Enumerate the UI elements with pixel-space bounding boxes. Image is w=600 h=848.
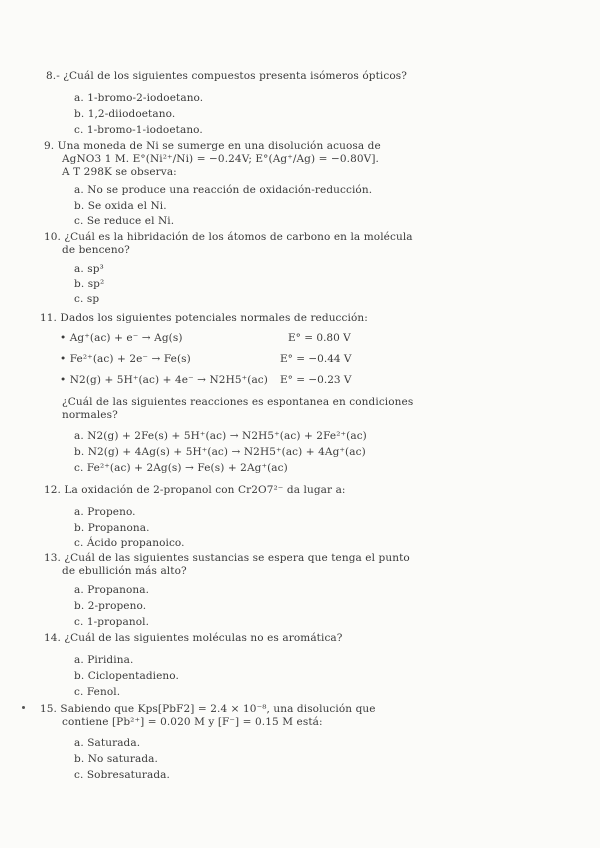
potential-1-value: E° = 0.80 V bbox=[288, 332, 351, 344]
q11-option-b: b. N2(g) + 4Ag(s) + 5H⁺(ac) → N2H5⁺(ac) + 4Ag⁺(ac) bbox=[74, 446, 366, 458]
q13-option-a: a. Propanona. bbox=[74, 584, 150, 596]
potential-3-reaction: N2(g) + 5H⁺(ac) + 4e⁻ → N2H5⁺(ac) bbox=[69, 374, 268, 386]
question-15-line-1: 15. Sabiendo que Kps[PbF2] = 2.4 × 10⁻⁸, una disolución que bbox=[40, 703, 376, 715]
q11-option-a: a. N2(g) + 2Fe(s) + 5H⁺(ac) → N2H5⁺(ac) + 2Fe²⁺(ac) bbox=[74, 430, 367, 442]
q14-option-b: b. Ciclopentadieno. bbox=[74, 670, 179, 682]
question-8: 8.- ¿Cuál de los siguientes compuestos presenta isómeros ópticos? bbox=[46, 70, 407, 82]
potential-3 bbox=[60, 374, 268, 387]
q10-option-c: c. sp bbox=[74, 293, 100, 305]
bullet-icon: • bbox=[60, 332, 67, 344]
bullet-icon: • bbox=[60, 353, 67, 365]
q12-option-c: c. Ácido propanoico. bbox=[74, 537, 185, 549]
q12-option-b: b. Propanona. bbox=[74, 522, 150, 534]
question-13-line-2: de ebullición más alto? bbox=[62, 565, 187, 577]
q14-option-c: c. Fenol. bbox=[74, 686, 121, 698]
q10-option-a: a. sp³ bbox=[74, 263, 104, 275]
q14-option-a: a. Piridina. bbox=[74, 654, 134, 666]
q10-option-b: b. sp² bbox=[74, 278, 105, 290]
q9-option-c: c. Se reduce el Ni. bbox=[74, 215, 175, 227]
potential-3-value: E° = −0.23 V bbox=[280, 374, 352, 386]
q8-option-b: b. 1,2-diiodoetano. bbox=[74, 108, 176, 120]
potential-1 bbox=[60, 332, 183, 345]
q11-option-c: c. Fe²⁺(ac) + 2Ag(s) → Fe(s) + 2Ag⁺(ac) bbox=[74, 462, 288, 474]
question-9-line-2: AgNO3 1 M. E°(Ni²⁺/Ni) = −0.24V; E°(Ag⁺/Ag) = −0.80V]. bbox=[62, 153, 379, 165]
q15-option-b: b. No saturada. bbox=[74, 753, 158, 765]
q13-option-c: c. 1-propanol. bbox=[74, 616, 150, 628]
question-11-line-1: ¿Cuál de las siguientes reacciones es espontanea en condiciones bbox=[62, 396, 414, 408]
q15-option-a: a. Saturada. bbox=[74, 737, 141, 749]
question-9-line-1: 9. Una moneda de Ni se sumerge en una disolución acuosa de bbox=[44, 140, 381, 152]
q9-option-b: b. Se oxida el Ni. bbox=[74, 200, 167, 212]
q12-option-a: a. Propeno. bbox=[74, 506, 136, 518]
q8-option-c: c. 1-bromo-1-iodoetano. bbox=[74, 124, 203, 136]
question-9-line-3: A T 298K se observa: bbox=[62, 166, 177, 178]
q8-option-a: a. 1-bromo-2-iodoetano. bbox=[74, 92, 204, 104]
question-11-line-2: normales? bbox=[62, 409, 118, 421]
potential-1-reaction: Ag⁺(ac) + e⁻ → Ag(s) bbox=[69, 332, 183, 344]
question-10-line-2: de benceno? bbox=[62, 244, 130, 256]
margin-dot bbox=[22, 706, 25, 709]
potential-2-reaction: Fe²⁺(ac) + 2e⁻ → Fe(s) bbox=[69, 353, 191, 365]
question-10-line-1: 10. ¿Cuál es la hibridación de los átomos de carbono en la molécula bbox=[44, 231, 413, 243]
question-13-line-1: 13. ¿Cuál de las siguientes sustancias se espera que tenga el punto bbox=[44, 552, 410, 564]
potential-2 bbox=[60, 353, 191, 366]
question-11-intro: 11. Dados los siguientes potenciales normales de reducción: bbox=[40, 312, 368, 324]
q15-option-c: c. Sobresaturada. bbox=[74, 769, 170, 781]
q9-option-a: a. No se produce una reacción de oxidación-reducción. bbox=[74, 184, 373, 196]
question-14: 14. ¿Cuál de las siguientes moléculas no es aromática? bbox=[44, 632, 343, 644]
bullet-icon: • bbox=[60, 374, 67, 386]
question-15-line-2: contiene [Pb²⁺] = 0.020 M y [F⁻] = 0.15 M está: bbox=[62, 716, 323, 728]
potential-2-value: E° = −0.44 V bbox=[280, 353, 352, 365]
question-12: 12. La oxidación de 2-propanol con Cr2O7²⁻ da lugar a: bbox=[44, 484, 346, 496]
q13-option-b: b. 2-propeno. bbox=[74, 600, 147, 612]
